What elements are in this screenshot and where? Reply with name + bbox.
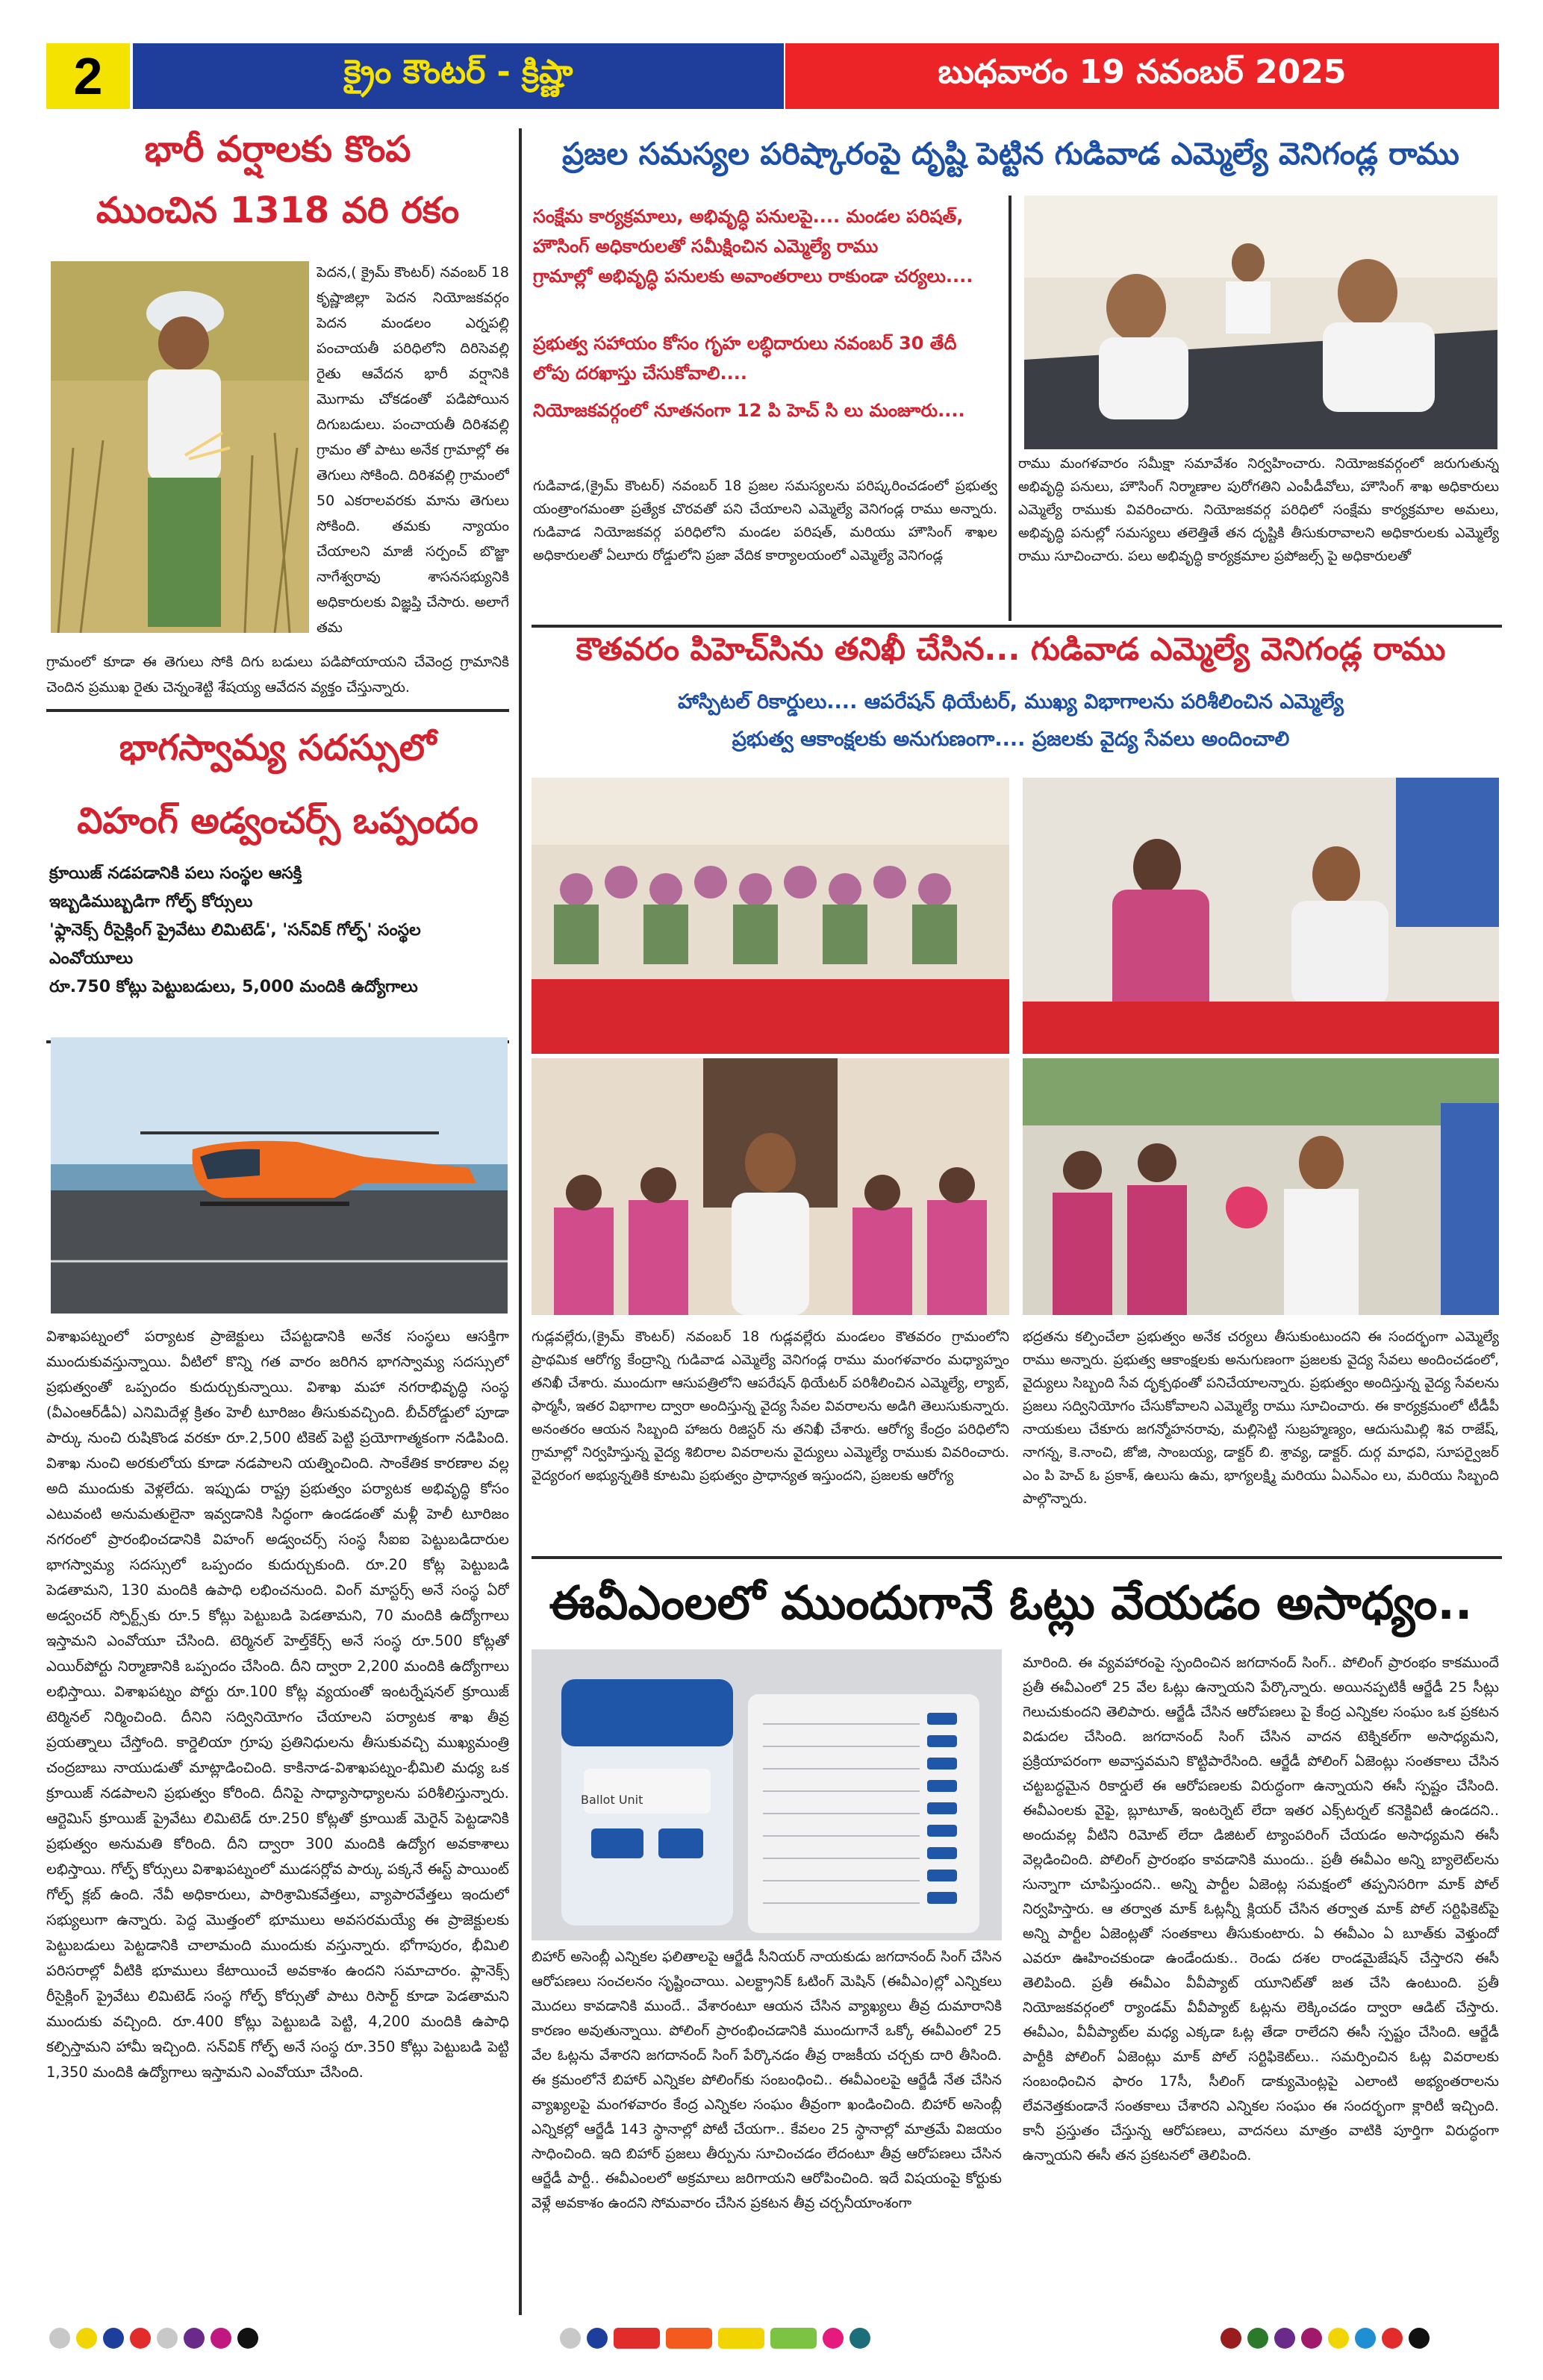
color-swatch bbox=[1274, 2328, 1295, 2349]
color-swatch bbox=[1355, 2328, 1376, 2349]
color-swatch bbox=[103, 2328, 124, 2349]
color-swatch bbox=[850, 2328, 870, 2349]
issue-date: బుధవారం 19 నవంబర్ 2025 bbox=[785, 43, 1499, 109]
color-swatch bbox=[130, 2328, 151, 2349]
color-swatch bbox=[666, 2328, 712, 2349]
column-divider-left bbox=[519, 128, 522, 2315]
color-swatch bbox=[1221, 2328, 1241, 2349]
story2-sub-1: ఇబ్బడిముబ్బడిగా గోల్ఫ్ కోర్సులు bbox=[49, 893, 253, 911]
color-swatch bbox=[823, 2328, 844, 2349]
story2-sub-2: 'ఫ్లానెక్స్ రీసైక్లింగ్ ప్రైవేటు లిమిటెడ్', 'సన్‌విక్ గోల్ఫ్' సంస్థల ఎంవోయూలు bbox=[49, 921, 421, 968]
color-swatch bbox=[1382, 2328, 1403, 2349]
column-divider-right bbox=[1009, 196, 1011, 621]
color-swatch bbox=[1328, 2328, 1349, 2349]
story4-sub-1: హాస్పిటల్ రికార్డులు.... ఆపరేషన్ థియేటర్, ముఖ్య విభాగాలను పరిశీలించిన ఎమ్మెల్యే bbox=[678, 690, 1344, 713]
story2-sub-0: క్రూయిజ్ నడపడానికి పలు సంస్థల ఆసక్తి bbox=[49, 864, 302, 883]
evm-photo bbox=[532, 1649, 1002, 1940]
farmer-photo bbox=[51, 261, 309, 633]
story2-body: విశాఖపట్నంలో పర్యాటక ప్రాజెక్టులు చేపట్టడానికి అనేక సంస్థలు ఆసక్తిగా ముందుకువస్తున్నాయి. వీటిలో కొన్ని గత వారం జరిగిన భాగస్వామ్య సదస్సులో ప్రభుత్వంతో ఒప్పందం కుదుర్చుకున్నాయి. విశాఖ మహా నగరాభివృద్ధి సంస్థ (వీఎంఆర్‌డీఏ) ఎనిమిదేళ్ల క్రితం హెలీ టూరిజం తీసుకువచ్చింది. బీచ్‌రోడ్డులో పూడా పార్కు నుంచి రుషికొండ వరకూ రూ.2,500 టికెట్ పెట్టి ప్రయోగాత్మకంగా నడిపింది. విశాఖ నుంచి అరకులోయ కూడా నడపాలని యత్నించింది. సాంకేతిక కారణాల వల్ల అది ముందుకు వెళ్లలేదు. ఇప్పుడు రాష్ట్ర ప్రభుత్వం పర్యాటక అభివృద్ధి కోసం ఎటువంటి అనుమతులైనా ఇవ్వడానికి సిద్ధంగా ఉండడంతో మళ్లీ హెలీ టూరిజం నగరంలో ప్రారంభించడానికి విహంగ్ అడ్వంచర్స్ సంస్థ సీఐఐ పెట్టుబడిదారుల భాగస్వామ్య సదస్సులో ఒప్పందం కుదుర్చుకుంది. రూ.20 కోట్ల పెట్టుబడి పెడతామని, 130 మందికి ఉపాధి లభించనుంది. వింగ్ మాస్టర్స్ అనే సంస్థ ఏరో అడ్వంచర్ స్పోర్ట్స్‌కు రూ.5 కోట్లు పెట్టుబడి పెడతామని, 70 మందికి ఉద్యోగాలు ఇస్తామని ఎంవోయూ చేసింది. టెర్మినల్ హెల్త్‌కేర్స్ అనే సంస్థ రూ.500 కోట్లతో ఎయిర్‌పోర్టు నిర్మాణానికి ఒప్పందం చేసింది. దీని ద్వారా 2,200 మందికి ఉద్యోగాలు లభిస్తాయి. విశాఖపట్నం పోర్టు రూ.100 కోట్ల వ్యయంతో ఇంటర్నేషనల్ క్రూయిజ్ టెర్మినల్ నిర్మించింది. దీనిని సద్వినియోగం చేయాలని పర్యాటక శాఖ తీవ్ర ప్రయత్నాలు చేస్తోంది. కార్డెలియా గ్రూపు ప్రతినిధులను తీసుకువచ్చి ముఖ్యమంత్రి చంద్రబాబు నాయుడుతో మాట్లాడించింది. కాకినాడ-విశాఖపట్నం-భీమిలి మధ్య ఒక క్రూయిజ్ నడపాలని ప్రభుత్వం కోరింది. దీనిపై సాధ్యాసాధ్యాలను పరిశీలిస్తున్నారు. ఆర్టెమిస్ క్రూయిజ్ ప్రైవేటు లిమిటెడ్ రూ.250 కోట్లతో క్రూయిజ్ మెరైన్ పెట్టడానికి ప్రభుత్వం అనుమతి కోరింది. దీని ద్వారా 300 మందికి ఉద్యోగ అవకాశాలు లభిస్తాయి. గోల్ఫ్ కోర్సులు విశాఖపట్నంలో ముడసర్లోవ పార్కు పక్కనే ఈస్ట్ పాయింట్ గోల్ఫ్ క్లబ్ ఉంది. నేవీ అధికారులు, పారిశ్రామికవేత్తలు, వ్యాపారవేత్తలు ఇందులో సభ్యులుగా ఉన్నారు. పెద్ద మొత్తంలో భూములు అవసరమయ్యే ఈ ప్రాజెక్టులకు పెట్టుబడులు పెట్టడానికి చాలామంది ముందుకు వస్తున్నారు. భోగాపురం, భీమిలి పరిసరాల్లో వీటికి భూములు కేటాయించే అవకాశం ఉందని సమాచారం. ఫ్లానెక్స్ రీసైక్లింగ్ ప్రైవేటు లిమిటెడ్ సంస్థ గోల్ఫ్ కోర్సుతో పాటు రిసార్ట్ కూడా పెడతామని ముందుకు వచ్చింది. రూ.400 కోట్లు పెట్టుబడి పెట్టి, 4,200 మందికి ఉపాధి కల్పిస్తామని హామీ ఇచ్చింది. సన్‌విక్ గోల్ఫ్ అనే సంస్థ రూ.350 కోట్లు పెట్టుబడి పెట్టి 1,350 మందికి ఉద్యోగాలు ఇస్తామని ఎంవోయూ చేసింది. bbox=[46, 1328, 509, 2081]
story1-headline-line2: ముంచిన 1318 వరి రకం bbox=[96, 190, 460, 231]
story3-sub-0: సంక్షేమ కార్యక్రమాలు, అభివృద్ధి పనులపై.... మండల పరిషత్, హౌసింగ్ అధికారులతో సమీక్షించిన ఎమ్మెల్యే రాము bbox=[533, 206, 964, 257]
evm-ballot-label: Ballot Unit bbox=[581, 1793, 643, 1807]
color-swatch bbox=[587, 2328, 608, 2349]
helicopter-photo bbox=[51, 1037, 508, 1314]
rule-left-1 bbox=[46, 709, 509, 712]
meeting-photo bbox=[1024, 196, 1497, 449]
footer-colorbar-right bbox=[1221, 2326, 1430, 2351]
section-banner: క్రైం కౌంటర్ - క్రిష్ణా bbox=[133, 43, 784, 109]
footer-colorbar-center bbox=[560, 2326, 870, 2351]
story3-sub-3: నియోజకవర్గంలో నూతనంగా 12 పి హెచ్ సి లు మంజూరు.... bbox=[533, 400, 965, 421]
rule-right-2 bbox=[532, 1556, 1502, 1559]
color-swatch bbox=[1247, 2328, 1268, 2349]
story3-headline: ప్రజల సమస్యల పరిష్కారంపై దృష్టి పెట్టిన గుడివాడ ఎమ్మెల్యే వెనిగండ్ల రాము bbox=[562, 136, 1459, 172]
story4-body-right: భద్రతను కల్పించేలా ప్రభుత్వం అనేక చర్యలు తీసుకుంటుందని ఈ సందర్భంగా ఎమ్మెల్యే రాము అన్నారు. ప్రభుత్వ ఆకాంక్షలకు అనుగుణంగా ప్రజలకు వైద్య సేవలు అందించడంలో, వైద్యులు సిబ్బంది సేవ దృక్పథంతో పనిచేయాలన్నారు. ప్రభుత్వం అందిస్తున్న వైద్య సేవలను ప్రజలు సద్వినియోగం చేసుకోవాలని ఎమ్మెల్యే రాము సూచించారు. ఈ కార్యక్రమంలో టీడీపీ నాయకులు చేకూరు జగన్మోహనరావు, మల్లిసెట్టి సుబ్రహ్మణ్యం, ఆదుసుమిల్లి శివ రాజేష్, నాగన్న, కె.నాంచి, జోజి, సాంబయ్య, డాక్టర్ బి. శ్రావ్య, డాక్టర్. దుర్గ మాధవి, సూపర్వైజర్ ఎం పి హెచ్ ఓ ప్రకాశ్, ఉలుసు ఉమ, భాగ్యలక్ష్మి మరియు ఏఎన్ఎం లు, మరియు సిబ్బంది పాల్గొన్నారు. bbox=[1023, 1329, 1499, 1507]
phc-photo-3 bbox=[532, 1058, 1009, 1315]
rule-right-1 bbox=[532, 625, 1502, 628]
story2-sub-3: రూ.750 కోట్లు పెట్టుబడులు, 5,000 మందికి ఉద్యోగాలు bbox=[49, 978, 418, 996]
story1-body-full: గ్రామంలో కూడా ఈ తెగులు సోకి దిగు బడులు పడిపోయాయని చేవెంద్ర గ్రామానికి చెందిన ప్రముఖ రైతు చెన్నంశెట్టి శేషయ్య ఆవేదన వ్యక్తం చేస్తున్నారు. bbox=[46, 654, 509, 696]
story3-body-left: గుడివాడ,(క్రైమ్ కౌంటర్) నవంబర్ 18 ప్రజల సమస్యలను పరిష్కరించడంలో ప్రభుత్వ యంత్రాంగమంతా ప్రత్యేక చొరవతో పని చేయాలని ఎమ్మెల్యే వెనిగండ్ల రాము అన్నారు. గుడివాడ నియోజకవర్గ పరిధిలోని మండల పరిషత్, మరియు హౌసింగ్ శాఖల అధికారులతో ఏలూరు రోడ్డులోని ప్రజా వేదిక కార్యాలయంలో ఎమ్మెల్యే వెనిగండ్ల bbox=[533, 478, 997, 563]
color-swatch bbox=[614, 2328, 660, 2349]
story4-sub-2: ప్రభుత్వ ఆకాంక్షలకు అనుగుణంగా.... ప్రజలకు వైద్య సేవలు అందించాలి bbox=[732, 728, 1290, 751]
story2-headline-line2: విహంగ్ అడ్వంచర్స్ ఒప్పందం bbox=[77, 800, 479, 842]
story4-headline: కౌతవరం పిహెచ్‌సిను తనిఖీ చేసిన... గుడివాడ ఎమ్మెల్యే వెనిగండ్ల రాము bbox=[576, 631, 1446, 667]
phc-photo-2 bbox=[1023, 778, 1499, 1054]
color-swatch bbox=[49, 2328, 70, 2349]
color-swatch bbox=[237, 2328, 258, 2349]
color-swatch bbox=[1301, 2328, 1322, 2349]
story3-body-right: రాము మంగళవారం సమీక్షా సమావేశం నిర్వహించారు. నియోజకవర్గంలో జరుగుతున్న అభివృద్ధి పనులు, హౌసింగ్ నిర్మాణాల పురోగతిని ఎంపీడీవోలు, హౌసింగ్ శాఖ అధికారులు ఎమ్మెల్యే రాముకు వివరించారు. నియోజకవర్గ పరిధిలో సంక్షేమ కార్యక్రమాల అమలు, అభివృద్ధి పనుల్లో సమస్యలు తలెత్తితే తన దృష్టికి తీసుకురావాలని అధికారులకు ఎమ్మెల్యే రాము సూచించారు. పలు అభివృద్ధి కార్యక్రమాల ప్రపోజల్స్ పై అధికారులతో bbox=[1018, 456, 1499, 564]
story2-headline-line1: భాగస్వామ్య సదస్సులో bbox=[119, 727, 437, 769]
phc-photo-1 bbox=[532, 778, 1009, 1054]
story1-body-side: పెదన,( క్రైమ్ కౌంటర్) నవంబర్ 18 కృష్ణాజిల్లా పెదన నియోజకవర్గం పెదన మండలం ఎర్నపల్లి పంచాయతీ పరిధిలోని దిరిసెవల్లి రైతు ఆవేదన భారీ వర్షానికి మొగామ చోకడంతో పడిపోయిన దిగుబడులు. పంచాయతీ దిరిశవల్లి గ్రామం తో పాటు అనేక గ్రామాల్లో ఈ తెగులు సోకింది. దిరిశవల్లి గ్రామంలో 50 ఎకరాలవరకు మాను తెగులు సోకింది. తమకు న్యాయం చేయాలని మాజీ సర్పంచ్ బొజ్జా నాగేశ్వరావు శాసనసభ్యునికి అధికారులకు విజ్ఞప్తి చేసారు. అలాగే తమ bbox=[317, 264, 509, 636]
color-swatch bbox=[184, 2328, 205, 2349]
story1-headline-line1: భారీ వర్షాలకు కొంప bbox=[144, 128, 411, 170]
color-swatch bbox=[560, 2328, 581, 2349]
phc-photo-4 bbox=[1023, 1058, 1499, 1315]
color-swatch bbox=[157, 2328, 178, 2349]
color-swatch bbox=[718, 2328, 764, 2349]
story3-sub-1: గ్రామాల్లో అభివృద్ధి పనులకు అవాంతరాలు రాకుండా చర్యలు.... bbox=[533, 266, 973, 287]
page-number: 2 bbox=[46, 43, 130, 109]
story5-body-right: మారింది. ఈ వ్యవహారంపై స్పందించిన జగదానంద్ సింగ్.. పోలింగ్ ప్రారంభం కాకముందే ప్రతీ ఈవీఎంలో 25 వేల ఓట్లు ఉన్నాయని పేర్కొన్నారు. అయినప్పటికీ ఆర్జేడీ 25 సీట్లు గెలుచుకుందని తెలిపారు. ఆర్జేడీ చేసిన ఆరోపణలు పై కేంద్ర ఎన్నికల సంఘం ఒక ప్రకటన విడుదల చేసింది. జగదానంద్ సింగ్ చేసిన వాదన టెక్నికల్‌గా అసాధ్యమని, ప్రక్రియాపరంగా అవాస్తవమని కొట్టిపారేసింది. ఆర్జేడీ పోలింగ్ ఏజెంట్లు సంతకాలు చేసిన చట్టబద్ధమైన రికార్డులే ఈ ఆరోపణలకు విరుద్ధంగా ఉన్నాయని ఈసీ స్పష్టం చేసింది. ఈవీఎంలకు వైఫై, బ్లూటూత్, ఇంటర్నెట్ లేదా ఇతర ఎక్స్‌టర్నల్ కనెక్టివిటీ ఉండదని.. అందువల్ల వీటిని రిమోట్ లేదా డిజిటల్ ట్యాంపరింగ్ చేయడం అసాధ్యమని ఈసీ వెల్లడించింది. పోలింగ్ ప్రారంభం కావడానికి ముందు.. ప్రతీ ఈవీఎం అన్ని బ్యాలెట్‌లను సున్నాగా చూపిస్తుందని.. అన్ని పార్టీల ఏజెంట్ల సమక్షంలో తప్పనిసరిగా మాక్ పోల్ నిర్వహిస్తారు. ఆ తర్వాత మాక్ ఓట్లన్నీ క్లియర్ చేసిన తర్వాత మాక్ పోల్ సర్టిఫికెట్‌పై అన్ని పార్టీల ఏజెంట్లతో సంతకాలు తీసుకుంటారు. ఏ ఈవీఎం ఏ బూత్‌కు వెళ్తుందో ఎవరూ ఊహించకుండా ఉండేందుకు.. రెండు దశల రాండమైజేషన్ చేస్తారని ఈసీ తెలిపింది. ప్రతీ ఈవీఎం వీవీప్యాట్ యూనిట్‌తో జత చేసి ఉంటుంది. ప్రతీ నియోజకవర్గంలో ర్యాండమ్ వీవీప్యాట్ ఓట్లను లెక్కించడం ద్వారా ఆడిట్ చేస్తారు. ఈవీఎం, వీవీప్యాట్‌ల మధ్య ఎక్కడా ఓట్ల తేడా రాలేదని ఈసీ స్పష్టం చేసింది. ఆర్జేడీ పార్టీకి పోలింగ్ ఏజెంట్లు మాక్ పోల్ సర్టిఫికెట్‌లు.. సమర్పించిన ఓట్ల వివరాలకు సంబంధించిన ఫారం 17సీ, సీలింగ్ డాక్యుమెంట్లపై ఎలాంటి అభ్యంతరాలను లేవనెత్తకుండానే సంతకాలు చేశారని ఎన్నికల సంఘం ఈ సందర్భంగా క్లారిటీ ఇచ్చింది. కానీ ప్రస్తుతం చేస్తున్న ఆరోపణలు, వాదనలు మాత్రం వాటికి పూర్తిగా విరుద్ధంగా ఉన్నాయని ఈసీ తన ప్రకటనలో తెలిపింది. bbox=[1023, 1655, 1499, 2164]
story5-body-left: బిహార్ అసెంబ్లీ ఎన్నికల ఫలితాలపై ఆర్జేడీ సీనియర్ నాయకుడు జగదానంద్ సింగ్ చేసిన ఆరోపణలు సంచలనం సృష్టించాయి. ఎలక్ట్రానిక్ ఓటింగ్ మెషిన్ (ఈవీఎం)ల్లో ఎన్నికలు మొదలు కావడానికి ముందే.. వేశారంటూ ఆయన చేసిన వ్యాఖ్యలు తీవ్ర దుమారానికి కారణం అవుతున్నాయి. పోలింగ్ ప్రారంభించడానికి ముందుగానే ఒక్కో ఈవీఎంలో 25 వేల ఓట్లను వేశారని జగదానంద్ సింగ్ పేర్కొనడం తీవ్ర రాజకీయ చర్చకు దారి తీసింది. ఈ క్రమంలోనే బిహార్ ఎన్నికల పోలింగ్‌కు సంబంధించి.. ఈవీఎంలపై ఆర్జేడీ నేత చేసిన వ్యాఖ్యలపై మంగళవారం కేంద్ర ఎన్నికల సంఘం తీవ్రంగా ఖండించింది. బిహార్ అసెంబ్లీ ఎన్నికల్లో ఆర్జేడీ 143 స్థానాల్లో పోటీ చేయగా.. కేవలం 25 స్థానాల్లో మాత్రమే విజయం సాధించింది. ఇది బిహార్ ప్రజలు తీర్పును సూచించడం లేదంటూ తీవ్ర ఆరోపణలు చేసిన ఆర్జేడీ పార్టీ.. ఈవీఎంలలో అక్రమాలు జరిగాయని ఆరోపించింది. ఇదే విషయంపై కోర్టుకు వెళ్లే అవకాశం ఉందని సోమవారం చేసిన ప్రకటన తీవ్ర చర్చనీయాంశంగా bbox=[532, 1949, 1002, 2211]
footer-colorbar-left bbox=[49, 2326, 258, 2351]
color-swatch bbox=[770, 2328, 817, 2349]
color-swatch bbox=[76, 2328, 97, 2349]
color-swatch bbox=[211, 2328, 231, 2349]
story4-body-left: గుడ్లవల్లేరు,(క్రైమ్ కౌంటర్) నవంబర్ 18 గుడ్లవల్లేరు మండలం కౌతవరం గ్రామంలోని ప్రాథమిక ఆరోగ్య కేంద్రాన్ని గుడివాడ ఎమ్మెల్యే వెనిగండ్ల రాము మంగళవారం మధ్యాహ్నం తనిఖీ చేశారు. ముందుగా ఆసుపత్రిలోని ఆపరేషన్ థియేటర్ పరిశీలించిన ఎమ్మెల్యే, ల్యాబ్, ఫార్మసీ, ఇతర విభాగాల ద్వారా అందిస్తున్న వైద్య సేవల వివరాలను అడిగి తెలుసుకున్నారు. అనంతరం ఆయన సిబ్బంది హాజరు రిజిస్టర్ ను తనిఖీ చేశారు. ఆరోగ్య కేంద్రం పరిధిలోని గ్రామాల్లో నిర్వహిస్తున్న వైద్య శిబిరాల వివరాలను వైద్యులు ఎమ్మెల్యే రాముకు వివరించారు. వైద్యరంగ అభ్యున్నతికి కూటమి ప్రభుత్వం ప్రాధాన్యత ఇస్తుందని, ప్రజలకు ఆరోగ్య bbox=[532, 1329, 1009, 1484]
story5-headline: ఈవీఎంలలో ముందుగానే ఓట్లు వేయడం అసాధ్యం.. bbox=[549, 1575, 1473, 1630]
story3-sub-2: ప్రభుత్వ సహాయం కోసం గృహ లబ్ధిదారులు నవంబర్ 30 తేదీ లోపు దరఖాస్తు చేసుకోవాలి.... bbox=[533, 333, 957, 384]
color-swatch bbox=[1409, 2328, 1430, 2349]
